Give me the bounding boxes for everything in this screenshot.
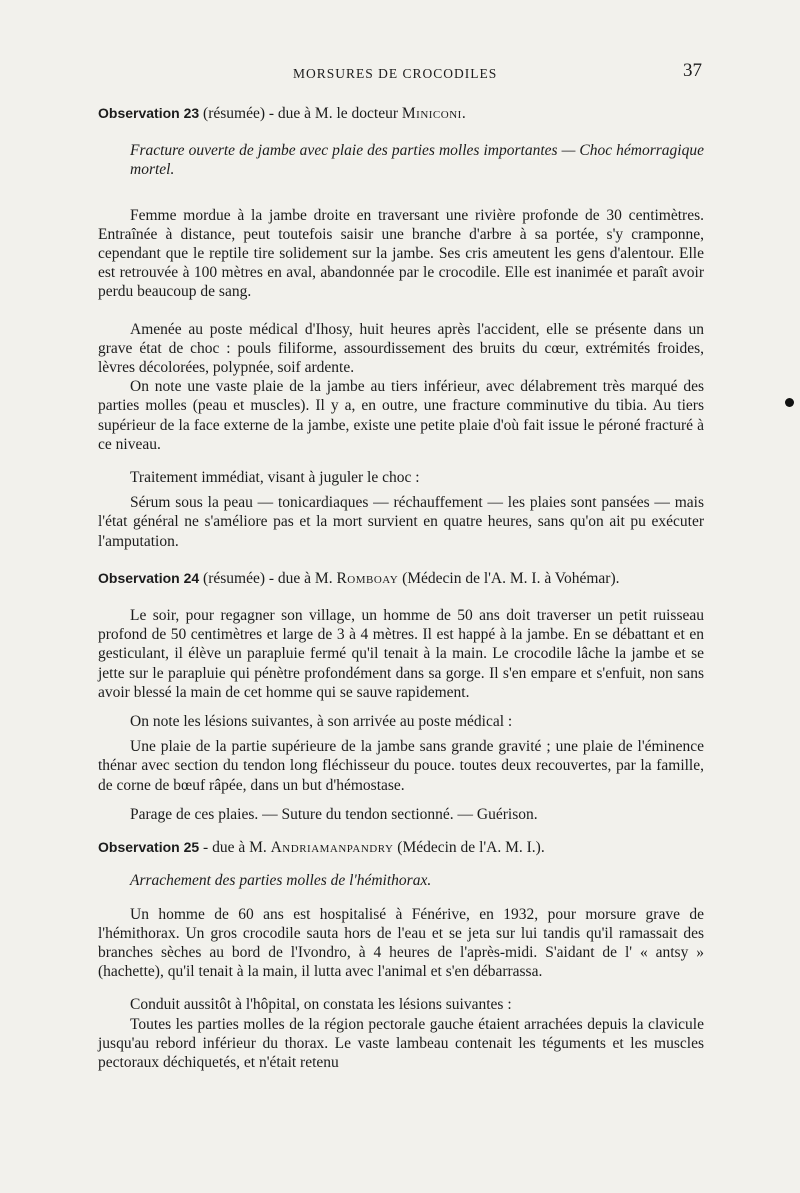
observation-23-subtitle: Fracture ouverte de jambe avec plaie des parties molles importantes — Choc hémorragique mortel. <box>130 142 704 179</box>
observation-25-author: Andriamanpandry <box>270 839 394 857</box>
observation-23-paragraph-1: Femme mordue à la jambe droite en traversant une rivière profonde de 30 centimètres. Entraînée à distance, peut toutefois saisir une branche d'arbre à sa portée, s'y cramponne, cependant que le reptile tire solidement sur la jambe. Ses cris ameutent les gens d'alentour. Elle est retrouvée à 100 mètres en aval, abandonnée par le crocodile. Elle est inanimée et paraît avoir perdu beaucoup de sang. <box>98 206 704 301</box>
observation-24-heading-text: (résumée) - due à M. <box>199 569 337 587</box>
observation-25-heading-text: - due à M. <box>199 839 271 857</box>
observation-25-label: Observation 25 <box>98 839 200 856</box>
observation-25-paragraph-1: Un homme de 60 ans est hospitalisé à Fénérive, en 1932, pour morsure grave de l'hémithorax. Un gros crocodile sauta hors de l'eau et se jeta sur lui tandis qu'il ramassait des branches sèches au bord de l'Ivondro, à 4 heures de l'après-midi. S'aidant de l' « antsy » (hachette), qu'il tenait à la main, il lutta avec l'animal et s'en débarrassa. <box>98 905 704 981</box>
observation-24-paragraph-2: On note les lésions suivantes, à son arrivée au poste médical : <box>130 713 513 731</box>
observation-23-paragraph-2: Amenée au poste médical d'Ihosy, huit heures après l'accident, elle se présente dans un grave état de choc : pouls filiforme, assourdissement des bruits du cœur, extrémités froides, lèvres décolorées, polypnée, soif ardente. <box>98 320 704 377</box>
observation-24-paragraph-4: Parage de ces plaies. — Suture du tendon sectionné. — Guérison. <box>130 805 538 823</box>
observation-23-paragraph-3: On note une vaste plaie de la jambe au tiers inférieur, avec délabrement très marqué des parties molles (peau et muscles). Il y a, en outre, une fracture comminutive du tibia. Au tiers supérieur de la face externe de la jambe, existe une petite plaie d'où fait issue le péroné fracturé à ce niveau. <box>98 378 704 453</box>
observation-23-author: Miniconi <box>401 105 462 122</box>
observation-24-paragraph-1: Le soir, pour regagner son village, un homme de 50 ans doit traverser un petit ruisseau profond de 50 centimètres et large de 3 à 4 mètres. Il est happé à la jambe. En se débattant et en gesticulant, il élève un parapluie fermé qu'il tenait à la main. Le crocodile lâche la jambe et se jette sur le parapluie qui pénètre profondément dans sa gorge. Il s'en empare et s'enfuit, non sans avoir blessé la main de cet homme qui se sauve rapidement. <box>98 607 704 701</box>
observation-24-label: Observation 24 <box>98 569 200 586</box>
observation-25-subtitle: Arrachement des parties molles de l'hémithorax. <box>130 872 432 890</box>
observation-23-label: Observation 23 <box>98 105 200 121</box>
observation-24-heading-end: (Médecin de l'A. M. I. à Vohémar). <box>398 569 620 587</box>
running-title: MORSURES DE CROCODILES <box>293 66 498 81</box>
observation-24-heading <box>98 569 704 588</box>
observation-24-paragraph-3: Une plaie de la partie supérieure de la jambe sans grande gravité ; une plaie de l'éminence thénar avec section du tendon long fléchisseur du pouce. toutes deux recouvertes, par la famille, de corne de bœuf râpée, dans un but d'hémostase. <box>98 738 704 794</box>
document-page <box>98 58 704 1072</box>
page-header <box>98 58 704 88</box>
page-number: 37 <box>683 60 702 81</box>
observation-23-paragraph-5: Sérum sous la peau — tonicardiaques — réchauffement — les plaies sont pansées — mais l'état général ne s'améliore pas et la mort survient en quatre heures, sans qu'on ait pu exécuter l'amputation. <box>98 494 704 550</box>
observation-25-heading-end: (Médecin de l'A. M. I.). <box>393 839 545 857</box>
observation-25-paragraph-3: Toutes les parties molles de la région pectorale gauche étaient arrachées depuis la clavicule jusqu'au rebord inférieur du thorax. Le vaste lambeau contenait les téguments et les muscles pectoraux déchiquetés, et n'était retenu <box>98 1015 704 1071</box>
observation-23-heading-end: . <box>461 105 466 122</box>
observation-25-paragraph-2: Conduit aussitôt à l'hôpital, on constata les lésions suivantes : <box>130 996 512 1014</box>
observation-25-heading <box>98 838 704 857</box>
observation-23-heading <box>98 104 704 123</box>
observation-24-author: Romboay <box>336 569 399 587</box>
margin-ink-spot <box>785 398 794 407</box>
observation-23-heading-text: (résumée) - due à M. le docteur <box>199 105 402 122</box>
observation-23-paragraph-4: Traitement immédiat, visant à juguler le choc : <box>130 469 420 487</box>
